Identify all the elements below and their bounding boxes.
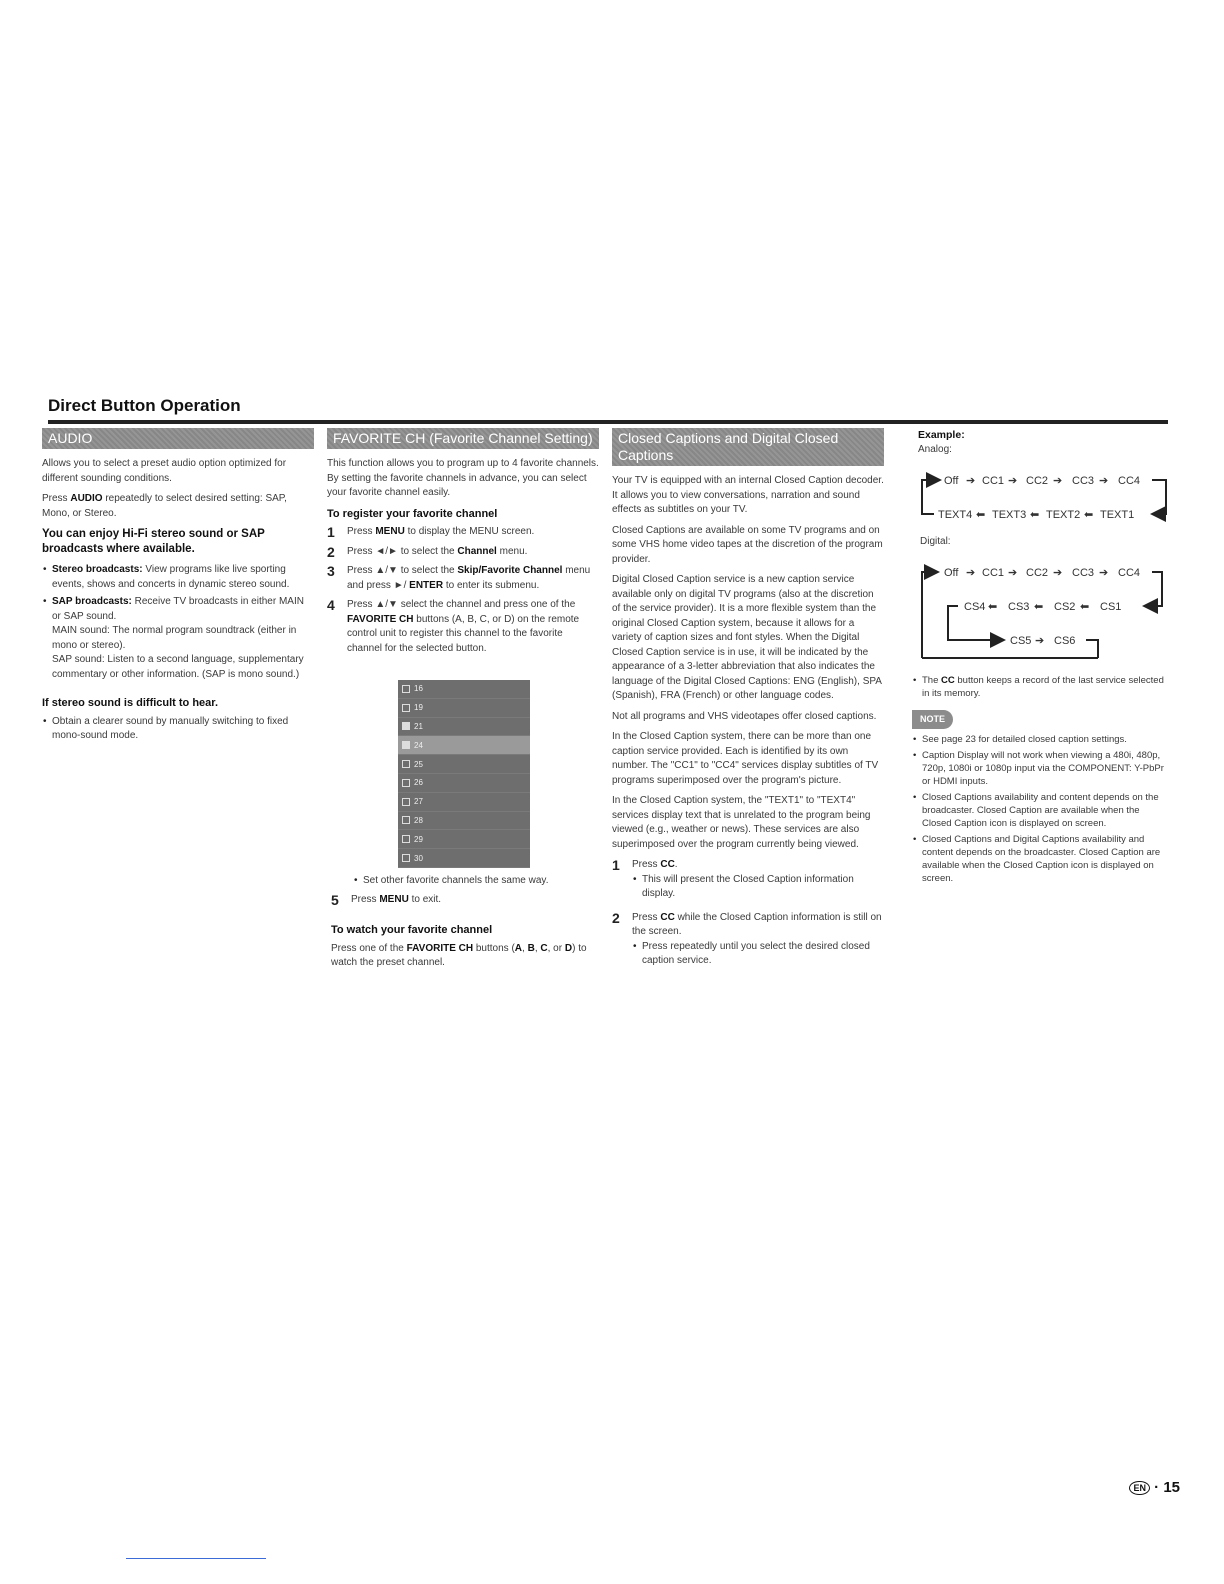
digital-mid-0: CS4 bbox=[964, 601, 986, 613]
cc-memory-list bbox=[912, 674, 1164, 700]
note-list bbox=[912, 733, 1164, 885]
arrow-right-icon: ➔ bbox=[1099, 567, 1109, 579]
digital-mid-1: CS3 bbox=[1008, 601, 1030, 613]
checkbox-icon bbox=[402, 685, 410, 693]
watch-d: D bbox=[564, 942, 573, 954]
arrow-left-icon: ⬅ bbox=[1080, 601, 1090, 613]
arrow-right-icon: ➔ bbox=[966, 475, 976, 487]
step-post: while the Closed Caption information is still on the screen. bbox=[632, 911, 882, 937]
arrow-left-icon: ⬅ bbox=[1084, 509, 1094, 521]
step-number: 3 bbox=[327, 563, 335, 579]
page-number bbox=[1129, 1479, 1180, 1496]
digital-mid-3: CS1 bbox=[1100, 601, 1122, 613]
audio-intro: Allows you to select a preset audio option optimized for different sounding conditions. bbox=[42, 458, 287, 484]
channel-row bbox=[398, 680, 530, 699]
digital-cycle-diagram bbox=[918, 558, 1174, 664]
watch-or: , or bbox=[547, 942, 565, 954]
watch-pre: Press one of the bbox=[331, 942, 407, 954]
step-pre: Press ▲/▼ to select the bbox=[347, 565, 458, 576]
register-step-4 bbox=[327, 598, 599, 656]
watch-key: FAVORITE CH bbox=[406, 942, 474, 954]
note-item: • Closed Captions availability and content depends on the broadcaster. Closed Caption are available when the Closed Caption icon is displayed on screen. bbox=[922, 791, 1164, 830]
checkbox-icon bbox=[402, 854, 410, 862]
step-text bbox=[632, 858, 884, 906]
arrow-right-icon: ➔ bbox=[1053, 567, 1063, 579]
arrow-right-icon: ➔ bbox=[1008, 567, 1018, 579]
arrow-right-icon: ➔ bbox=[1099, 475, 1109, 487]
step-mid: to display the MENU screen. bbox=[404, 526, 535, 537]
step-mid: menu and press ►/ bbox=[347, 565, 591, 591]
step-number: 2 bbox=[612, 909, 620, 926]
step-key: CC bbox=[660, 859, 675, 870]
audio-bullet-list bbox=[42, 563, 314, 682]
checkbox-icon bbox=[402, 704, 410, 712]
cc-note-post: button keeps a record of the last service selected in its memory. bbox=[922, 675, 1164, 699]
audio-press-paragraph bbox=[42, 492, 314, 521]
bullet-text: Receive TV broadcasts in either MAIN or SAP sound. bbox=[52, 596, 304, 622]
audio-key: AUDIO bbox=[70, 493, 103, 504]
audio-press-pre: Press bbox=[42, 493, 71, 504]
step-post: to exit. bbox=[408, 893, 442, 905]
cc-note-pre: The bbox=[922, 675, 942, 686]
audio-press-post: repeatedly to select desired setting: SAP, Mono, or Stereo. bbox=[42, 493, 287, 519]
arrow-right-icon: ➔ bbox=[1035, 635, 1045, 647]
cc-heading: Closed Captions and Digital Closed Captions bbox=[612, 428, 884, 466]
digital-top-0: Off bbox=[944, 567, 959, 579]
arrow-left-icon: ⬅ bbox=[976, 509, 986, 521]
analog-bottom-0: TEXT4 bbox=[938, 509, 973, 521]
digital-top-3: CC3 bbox=[1072, 567, 1095, 579]
step-pre: Press ◄/► to select the bbox=[347, 545, 458, 557]
channel-number: 16 bbox=[414, 684, 423, 694]
page-number-value: 15 bbox=[1163, 1479, 1180, 1496]
favorite-intro: This function allows you to program up to 4 favorite channels. By setting the favorite channels in advance, you can select your favorite channel easily. bbox=[327, 458, 599, 498]
page-title: Direct Button Operation bbox=[48, 396, 241, 415]
cc-memory-note bbox=[922, 674, 1164, 700]
digital-bottom-1: CS6 bbox=[1054, 635, 1076, 647]
cc-paragraph-4: Not all programs and VHS videotapes offer closed captions. bbox=[612, 710, 877, 722]
favorite-column bbox=[327, 428, 599, 661]
step-pre: Press ▲/▼ select the channel and press one of the bbox=[347, 599, 576, 610]
digital-left-frame bbox=[922, 572, 938, 658]
channel-number: 27 bbox=[414, 797, 423, 807]
cc-paragraph-6: In the Closed Caption system, the "TEXT1" to "TEXT4" services display text that is unrelated to the program being viewed (e.g., weather or news). These services are also superimposed over the program currently being viewed. bbox=[612, 795, 871, 850]
arrow-right-icon: ➔ bbox=[966, 567, 976, 579]
channel-number: 21 bbox=[414, 721, 423, 731]
footer-rule bbox=[126, 1558, 266, 1559]
step-number: 1 bbox=[612, 857, 620, 873]
checkbox-icon bbox=[402, 722, 410, 730]
digital-top-2: CC2 bbox=[1026, 567, 1049, 579]
step-text bbox=[632, 911, 884, 973]
register-heading: To register your favorite channel bbox=[327, 507, 498, 520]
channel-number: 26 bbox=[414, 778, 423, 788]
analog-bottom-1: TEXT3 bbox=[992, 509, 1027, 521]
register-step-3 bbox=[327, 564, 599, 593]
analog-bottom-2: TEXT2 bbox=[1046, 509, 1081, 521]
register-step-1 bbox=[327, 525, 599, 540]
step-pre: Press bbox=[351, 893, 380, 905]
register-step-5 bbox=[331, 893, 599, 908]
language-badge-icon: EN bbox=[1129, 1481, 1150, 1495]
channel-number: 29 bbox=[414, 834, 423, 844]
step-key: Skip/Favorite Channel bbox=[457, 565, 563, 576]
audio-bullet-mono: • Obtain a clearer sound by manually switching to fixed mono-sound mode. bbox=[52, 715, 314, 744]
note-badge: NOTE bbox=[912, 710, 953, 729]
step-key: MENU bbox=[375, 526, 405, 537]
cc-paragraph-3: Digital Closed Caption service is a new caption service available only on digital TV programs (also at the discretion of the service provider). It is a more flexible system than the original Closed Caption system, because it allows for a variety of caption sizes and font styles. When the Digital Closed Caption service is in use, it will be indicated by the appearance of a 3-letter abbreviation that also indicates the language of the Digital Closed Captions: ENG (English), SPA (Spanish), FRA (French) or other language codes. bbox=[612, 574, 882, 701]
digital-right-wrap bbox=[1144, 572, 1162, 606]
analog-wrap-right bbox=[1152, 480, 1166, 514]
digital-top-1: CC1 bbox=[982, 567, 1005, 579]
step-number: 4 bbox=[327, 597, 335, 613]
audio-heading: AUDIO bbox=[42, 428, 314, 449]
step-number: 5 bbox=[331, 891, 339, 908]
audio-bullet-stereo bbox=[52, 563, 314, 592]
step-key: MENU bbox=[379, 893, 409, 905]
checkbox-icon bbox=[402, 779, 410, 787]
channel-row bbox=[398, 699, 530, 718]
watch-a: A bbox=[514, 942, 523, 954]
audio-subhead-stereo: You can enjoy Hi-Fi stereo sound or SAP broadcasts where available. bbox=[42, 528, 265, 555]
cc-paragraph-5: In the Closed Caption system, there can be more than one caption service provided. Each is identified by its own number. The "CC1" to "CC4" services display subtitles of TV programs superimposed over the program's picture. bbox=[612, 731, 879, 786]
checkbox-icon bbox=[402, 816, 410, 824]
analog-top-1: CC1 bbox=[982, 475, 1005, 487]
channel-row bbox=[398, 718, 530, 737]
page-number-sep: · bbox=[1154, 1479, 1160, 1496]
analog-top-3: CC3 bbox=[1072, 475, 1095, 487]
arrow-left-icon: ⬅ bbox=[1034, 601, 1044, 613]
audio-column bbox=[42, 428, 314, 748]
watch-paragraph: Press one of the FAVORITE CH buttons (A, B, C, or D) to watch the preset channel. bbox=[331, 942, 587, 968]
digital-top-4: CC4 bbox=[1118, 567, 1141, 579]
step-pre: Press bbox=[632, 859, 661, 870]
cc-step-2 bbox=[612, 911, 884, 973]
checkbox-icon bbox=[402, 798, 410, 806]
step-text bbox=[347, 564, 599, 593]
step-key: CC bbox=[660, 911, 675, 923]
checkbox-icon bbox=[402, 741, 410, 749]
register-step-2 bbox=[327, 545, 599, 560]
step-mid: buttons (A, B, C, or D) on the remote control unit to register this channel to the favorite channel for the selected button. bbox=[347, 613, 580, 654]
audio-bullet-sap bbox=[52, 595, 314, 682]
checkbox-icon bbox=[402, 835, 410, 843]
favorite-heading: FAVORITE CH (Favorite Channel Setting) bbox=[327, 428, 599, 449]
analog-top-0: Off bbox=[944, 475, 959, 487]
analog-bottom-3: TEXT1 bbox=[1100, 509, 1135, 521]
watch-b: B bbox=[527, 942, 535, 954]
favorite-channel-list bbox=[398, 680, 530, 868]
channel-number: 28 bbox=[414, 815, 423, 825]
arrow-left-icon: ⬅ bbox=[1030, 509, 1040, 521]
step-text bbox=[347, 525, 599, 540]
digital-label: Digital: bbox=[920, 536, 951, 547]
channel-row-selected bbox=[398, 736, 530, 755]
note-item: • Closed Captions and Digital Captions availability and content depends on the broadcaster. Closed Caption are available when the Closed Caption icon is displayed on screen. bbox=[922, 833, 1164, 885]
note-item: • See page 23 for detailed closed caption settings. bbox=[922, 733, 1164, 746]
cc-step-1-bullet: • This will present the Closed Caption information display. bbox=[642, 873, 884, 902]
cc-paragraph-1: Your TV is equipped with an internal Closed Caption decoder. It allows you to view conversations, narration and sound effects as subtitles on your TV. bbox=[612, 475, 884, 515]
channel-number: 30 bbox=[414, 853, 423, 863]
analog-top-4: CC4 bbox=[1118, 475, 1141, 487]
bullet-label: Stereo broadcasts: bbox=[52, 564, 143, 575]
step-key-2: ENTER bbox=[409, 579, 444, 591]
channel-row bbox=[398, 812, 530, 831]
example-notes bbox=[912, 674, 1164, 889]
step-pre: Press bbox=[347, 526, 376, 537]
note-item: • Caption Display will not work when viewing a 480i, 480p, 720p, 1080i or 1080p input via the COMPONENT: Y-PbPr or HDMI inputs. bbox=[922, 749, 1164, 788]
channel-row bbox=[398, 774, 530, 793]
step-text bbox=[347, 545, 599, 560]
channel-row bbox=[398, 755, 530, 774]
example-heading: Example: bbox=[918, 429, 965, 441]
favorite-column-lower bbox=[331, 874, 599, 977]
watch-mid: buttons ( bbox=[473, 942, 515, 954]
digital-cs6-wrap bbox=[1086, 640, 1098, 658]
step-pre: Press bbox=[632, 911, 661, 923]
step-number: 1 bbox=[327, 524, 335, 540]
example-column bbox=[918, 428, 1166, 457]
checkbox-icon bbox=[402, 760, 410, 768]
cc-paragraph-2: Closed Captions are available on some TV programs and on some VHS home video tapes at the discretion of the program provider. bbox=[612, 524, 883, 565]
channel-number: 25 bbox=[414, 759, 423, 769]
cc-step-1-bullets bbox=[632, 873, 884, 902]
step-post: . bbox=[674, 859, 678, 870]
cc-step-2-bullet: • Press repeatedly until you select the desired closed caption service. bbox=[642, 940, 884, 969]
channel-row bbox=[398, 793, 530, 812]
step-post: to enter its submenu. bbox=[443, 579, 540, 591]
bullet-text: View programs like live sporting events, shows and concerts in dynamic stereo sound. bbox=[52, 564, 290, 590]
channel-number: 19 bbox=[414, 703, 423, 713]
step-text bbox=[351, 893, 599, 908]
cc-key: CC bbox=[941, 675, 955, 686]
analog-label: Analog: bbox=[918, 443, 952, 455]
bullet-label: SAP broadcasts: bbox=[52, 596, 132, 607]
favorite-same-way-bullet: • Set other favorite channels the same way. bbox=[363, 874, 599, 889]
sap-main-detail: MAIN sound: The normal program soundtrack (either in mono or stereo). bbox=[52, 625, 297, 651]
digital-bottom-0: CS5 bbox=[1010, 635, 1032, 647]
step-mid: menu. bbox=[496, 545, 528, 557]
watch-post: ) to watch the preset channel. bbox=[331, 942, 587, 968]
cc-step-1 bbox=[612, 858, 884, 906]
step-number: 2 bbox=[327, 543, 335, 560]
digital-mid-2: CS2 bbox=[1054, 601, 1076, 613]
cc-column bbox=[612, 428, 884, 978]
step-text bbox=[347, 598, 599, 656]
audio-subhead-difficult: If stereo sound is difficult to hear. bbox=[42, 697, 219, 709]
channel-row bbox=[398, 830, 530, 849]
analog-cycle-diagram bbox=[918, 462, 1174, 522]
analog-top-2: CC2 bbox=[1026, 475, 1049, 487]
watch-c: C bbox=[540, 942, 548, 954]
favorite-after-list bbox=[353, 874, 599, 889]
step-key: Channel bbox=[457, 545, 497, 557]
cc-step-2-bullets bbox=[632, 940, 884, 969]
channel-number: 24 bbox=[414, 740, 423, 750]
arrow-left-icon: ⬅ bbox=[988, 601, 998, 613]
channel-row bbox=[398, 849, 530, 868]
arrow-right-icon: ➔ bbox=[1053, 475, 1063, 487]
audio-bullet-list-2 bbox=[42, 715, 314, 744]
step-key: FAVORITE CH bbox=[347, 613, 414, 625]
arrow-right-icon: ➔ bbox=[1008, 475, 1018, 487]
sap-sap-detail: SAP sound: Listen to a second language, supplementary commentary or other information. (SAP is mono sound.) bbox=[52, 654, 304, 680]
title-rule bbox=[48, 420, 1168, 424]
watch-heading: To watch your favorite channel bbox=[331, 924, 493, 936]
